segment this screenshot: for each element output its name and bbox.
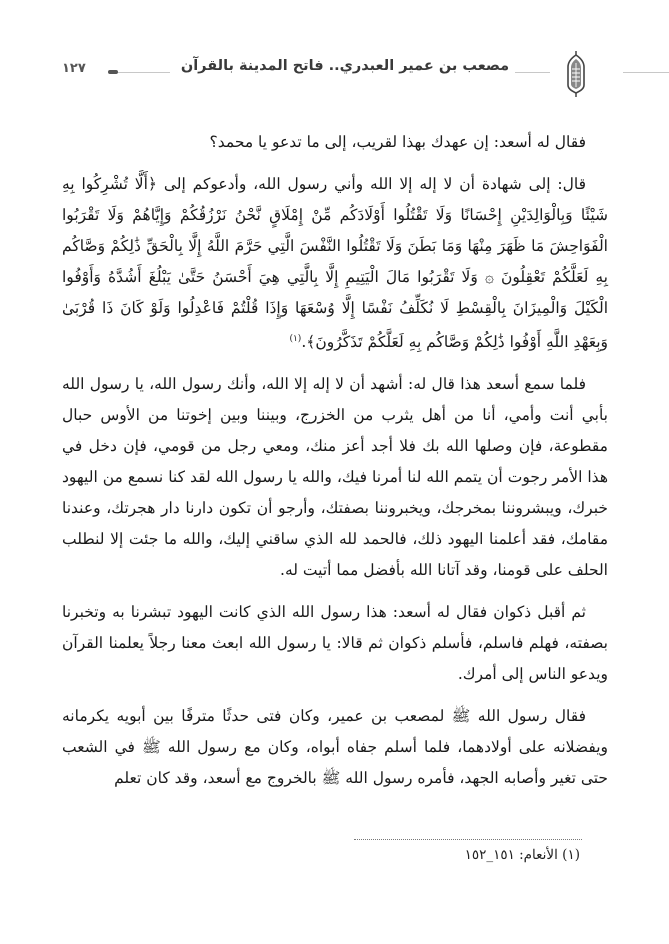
page-number-pointer-icon xyxy=(108,70,118,74)
paragraph xyxy=(62,597,608,690)
paragraph xyxy=(62,701,608,794)
paragraph xyxy=(62,369,608,586)
paragraph-text: فقال رسول الله ﷺ لمصعب بن عمير، وكان فتى حدثًا مترفًا بين أبويه يكرمانه ويفضلانه على أولادهما، فلما أسلم جفاه أبواه، وكان مع رسول الله ﷺ في الشعب حتى تغير وأصابه الجهد، فأمره رسول الله ﷺ بالخروج مع أسعد، وقد كان تعلم xyxy=(62,707,608,788)
header-rule-left xyxy=(112,72,170,73)
paragraph xyxy=(62,127,608,158)
body-text xyxy=(62,127,608,805)
footnote-marker: (١) xyxy=(562,847,580,863)
header-rule-mid xyxy=(515,72,550,73)
running-title: مصعب بن عمير العبدري.. فاتح المدينة بالقرآن xyxy=(180,58,510,74)
page-header xyxy=(0,55,669,95)
paragraph-with-verse xyxy=(62,169,608,358)
page-number: ١٢٧ xyxy=(62,61,86,76)
paragraph-text: فقال له أسعد: إن عهدك بهذا لقريب، إلى ما تدعو يا محمد؟ xyxy=(209,133,586,151)
footnote xyxy=(200,847,580,863)
paragraph-text: فلما سمع أسعد هذا قال له: أشهد أن لا إله إلا الله، وأنك رسول الله، يا رسول الله بأبي أنت وأمي، أنا من أهل يثرب من الخزرج، وبيننا وبين إخوتنا من الأوس حبال مقطوعة، فإن وصلها الله بك فلا أجد أعز منك، ومعي رجل من قومي، فإن دخل في هذا الأمر رجوت أن يتمم الله لنا أمرنا فيك، والله يا رسول الله لقد كنا نسمع من اليهود خبرك، ويبشروننا بمخرجك، ويخبروننا بصفتك، وأرجو أن تكون دارنا دار هجرتك، وعندنا مقامك، فقد أعلمنا اليهود ذلك، فالحمد لله الذي ساقني إليك، والله ما جئت إلا لنطلب الحلف على قومنا، وقد آتانا الله بأفضل مما أتيت له. xyxy=(62,375,608,580)
paragraph-text: قال: إلى شهادة أن لا إله إلا الله وأني رسول الله، وأدعوكم إلى ﴿أَلَّا تُشْرِكُوا بِهِ شَيْئًا وَبِالْوَالِدَيْنِ إِحْسَانًا وَلَا تَقْتُلُوا أَوْلَادَكُم مِّنْ إِمْلَاقٍ نَّحْنُ نَرْزُقُكُمْ وَإِيَّاهُمْ وَلَا تَقْرَبُوا الْفَوَاحِشَ مَا ظَهَرَ مِنْهَا وَمَا بَطَنَ وَلَا تَقْتُلُوا النَّفْسَ الَّتِي حَرَّمَ اللَّهُ إِلَّا بِالْحَقِّ ذَٰلِكُمْ وَصَّاكُم بِهِ لَعَلَّكُمْ تَعْقِلُونَ ۞ وَلَا تَقْرَبُوا مَالَ الْيَتِيمِ إِلَّا بِالَّتِي هِيَ أَحْسَنُ حَتَّىٰ يَبْلُغَ أَشُدَّهُ وَأَوْفُوا الْكَيْلَ وَالْمِيزَانَ بِالْقِسْطِ لَا نُكَلِّفُ نَفْسًا إِلَّا وُسْعَهَا وَإِذَا قُلْتُمْ فَاعْدِلُوا وَلَوْ كَانَ ذَا قُرْبَىٰ وَبِعَهْدِ اللَّهِ أَوْفُوا ذَٰلِكُمْ وَصَّاكُم بِهِ لَعَلَّكُمْ تَذَكَّرُونَ﴾. xyxy=(62,175,608,352)
footnote-reference[interactable]: (١) xyxy=(289,334,302,344)
footnote-text: الأنعام: ١٥١_١٥٢ xyxy=(464,847,558,863)
footnote-separator xyxy=(354,839,582,840)
header-rule-right xyxy=(623,72,669,73)
lantern-ornament-icon xyxy=(566,51,586,97)
paragraph-text: ثم أقبل ذكوان فقال له أسعد: هذا رسول الله الذي كانت اليهود تبشرنا به وتخبرنا بصفته، فهلم فاسلم، فأسلم ذكوان ثم قالا: يا رسول الله ابعث معنا رجلاً يعلمنا القرآن ويدعو الناس إلى أمرك. xyxy=(62,603,608,684)
